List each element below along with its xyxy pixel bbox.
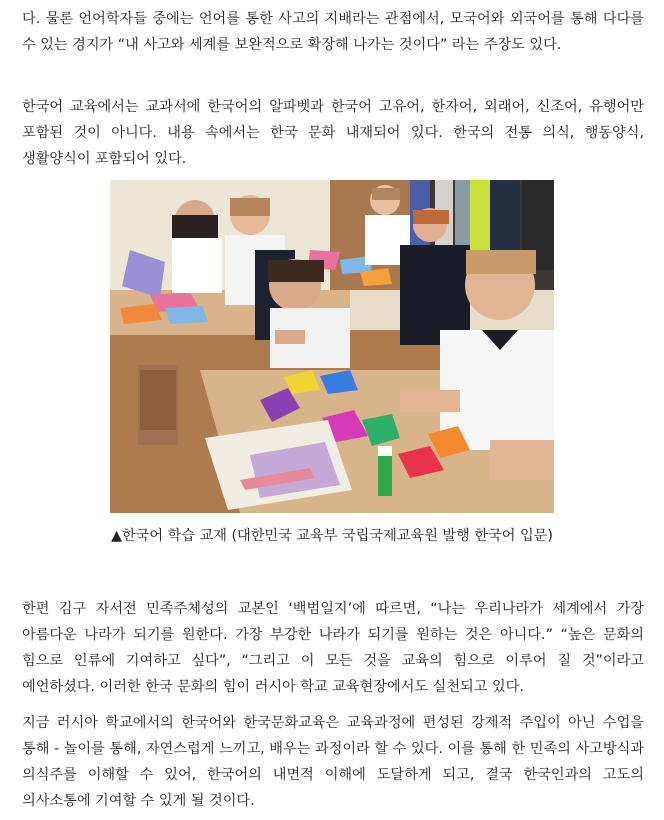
paragraph-intro: 다. 물론 언어학자들 중에는 언어를 통한 사고의 지배라는 관점에서, 모국어와 외국어를 통해 다다를 수 있는 경지가 “내 사고와 세계를 보완적으로 확장해 나가는 것이다” 라는 주장도 있다. [22,11,644,53]
figure-caption: ▲한국어 학습 교재 (대한민국 교육부 국립국제교육원 발행 한국어 입문) [111,528,553,544]
paragraph-russia-education: 지금 러시아 학교에서의 한국어와 한국문화교육은 교육과정에 편성된 강제적 주입이 아닌 수업을 통해 - 놀이를 통해, 자연스럽게 느끼고, 배우는 과정이라 할 수 있다. 이를 통해 한 민족의 사고방식과 의식주를 이해할 수 있어, 한국어의 내면적 이해에 도달하게 되고, 결국 한국인과의 고도의 의사소통에 기여할 수 있게 될 것이다. [22,715,644,809]
paragraph-textbook-content: 한국어 교육에서는 교과서에 한국어의 알파벳과 한국어 고유어, 한자어, 외래어, 신조어, 유행어만 포함된 것이 아니다. 내용 속에서는 한국 문화 내재되어 있다. 한국의 전통 의식, 행동양식, 생활양식이 포함되어 있다. [22,99,644,167]
paragraph-baekbeom-quote: 한편 김구 자서전 민족주체성의 교본인 ‘백범일지’에 따르면, “나는 우리나라가 세계에서 가장 아름다운 나라가 되기를 원한다. 가장 부강한 나라가 되기를 원하는 것은 아니다.” “높은 문화의 힘으로 인류에 기여하고 싶다”, “그리고 이 모든 것을 교육의 힘으로 이루어 질 것”이라고 예언하셨다. 이러한 한국 문화의 힘이 러시아 학교 교육현장에서도 실천되고 있다. [22,601,644,695]
classroom-photo [110,180,554,513]
